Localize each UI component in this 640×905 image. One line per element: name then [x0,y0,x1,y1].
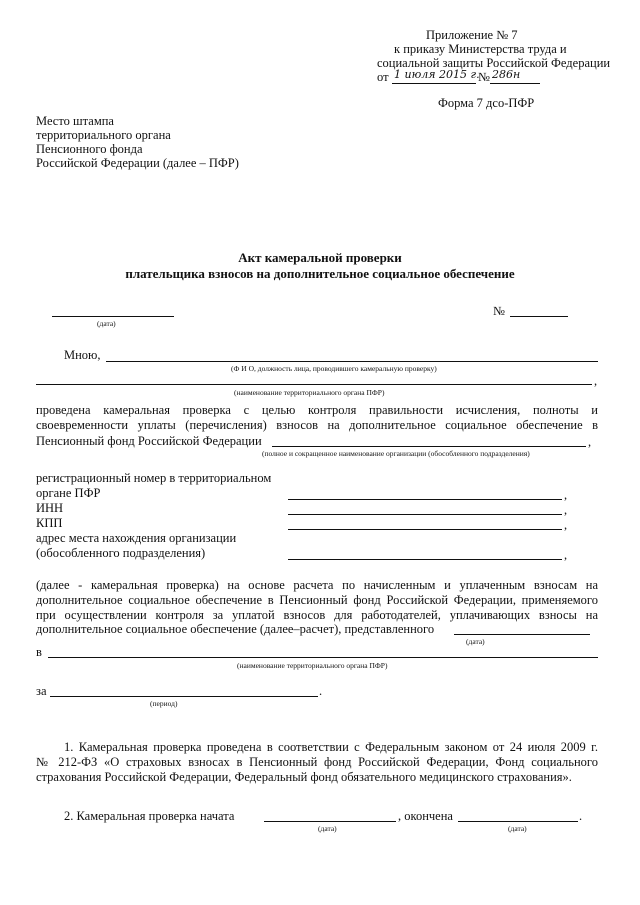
kpp-field[interactable] [288,529,562,530]
date-caption: (дата) [97,319,116,328]
end-date-caption: (дата) [508,824,527,833]
organ-received-field[interactable] [48,657,598,658]
inspector-fio-field[interactable] [106,361,598,362]
order-date-underline [392,83,476,84]
end-dot: . [579,809,583,823]
end-date-field[interactable] [458,821,578,822]
order-number-underline [490,83,540,84]
reg-number-label-line1: регистрационный номер в территориальном [36,471,272,485]
kpp-label: КПП [36,516,63,530]
order-number-label: № [478,70,490,84]
order-from: от [377,70,389,84]
date-field[interactable] [52,316,174,317]
paragraph1-line2: своевременности уплаты (перечисления) взносов на дополнительное социальное обеспечение в [36,418,598,432]
calc-date-field[interactable] [454,634,590,635]
period-field[interactable] [50,696,318,697]
form-label: Форма 7 дсо-ПФР [438,96,535,110]
document-title-line2: плательщика взносов на дополнительное социальное обеспечение [125,266,515,281]
paragraph2-line1: (далее - камеральная проверка) на основе расчета по начисленным и уплаченным взносам на [36,578,598,592]
document-title-line1: Акт камеральной проверки [238,250,402,265]
stamp-line4: Российской Федерации (далее – ПФР) [36,156,239,170]
inn-label: ИНН [36,501,64,515]
organization-name-field[interactable] [272,446,586,447]
order-number-handwritten: 286н [492,68,521,81]
reg-number-label-line2: органе ПФР [36,486,101,500]
period-dot: . [319,684,323,698]
address-label-line2: (обособленного подразделения) [36,546,206,560]
me-label: Мною, [64,348,101,362]
order-line2: социальной защиты Российской Федерации [377,56,611,70]
point2-ended-label: , окончена [398,809,453,823]
organ-name-field[interactable] [36,384,592,385]
organ-comma: , [594,374,598,388]
for-label: за [36,684,47,698]
paragraph2-line2: дополнительное социальное обеспечение в Пенсионный фонд Российской Федерации, применяемого [36,593,598,607]
paragraph2-line3: при осуществлении контроля за уплатой взносов для работодателей, уплачивающих взносы на [36,608,598,622]
kpp-comma: , [564,518,568,532]
point1-line2: № 212-ФЗ «О страховых взносах в Пенсионный фонд Российской Федерации, Фонд социального [36,755,598,769]
appendix-label: Приложение № 7 [426,28,518,42]
organization-name-caption: (полное и сокращенное наименование организации (обособленного подразделения) [262,449,530,458]
paragraph1-line3: Пенсионный фонд Российской Федерации [36,434,262,448]
order-line1: к приказу Министерства труда и [394,42,567,56]
in-label: в [36,645,42,659]
paragraph2-line4: дополнительное социальное обеспечение (далее–расчет), представленного [36,622,435,636]
act-number-field[interactable] [510,316,568,317]
stamp-line3: Пенсионного фонда [36,142,143,156]
stamp-line2: территориального органа [36,128,171,142]
calc-date-caption: (дата) [466,637,485,646]
reg-number-comma: , [564,488,568,502]
organ-received-caption: (наименование территориального органа ПФР) [237,661,388,670]
start-date-caption: (дата) [318,824,337,833]
inn-comma: , [564,503,568,517]
act-number-label: № [493,304,505,318]
stamp-line1: Место штампа [36,114,114,128]
address-label-line1: адрес места нахождения организации [36,531,237,545]
reg-number-field[interactable] [288,499,562,500]
organ-name-caption: (наименование территориального органа ПФР) [234,388,385,397]
paragraph1-line1: проведена камеральная проверка с целью контроля правильности исчисления, полноты и [36,403,598,417]
point1-line1: 1. Камеральная проверка проведена в соответствии с Федеральным законом от 24 июля 2009 г. [64,740,598,754]
start-date-field[interactable] [264,821,396,822]
order-date-handwritten: 1 июля 2015 г. [394,68,480,81]
inspector-fio-caption: (Ф И О, должность лица, проводившего камеральную проверку) [231,364,437,373]
period-caption: (период) [150,699,178,708]
address-comma: , [564,548,568,562]
inn-field[interactable] [288,514,562,515]
address-field[interactable] [288,559,562,560]
point1-line3: страхования Российской Федерации, Федеральный фонд обязательного медицинского страхования». [36,770,572,784]
organization-comma: , [588,435,592,449]
point2-started-label: 2. Камеральная проверка начата [64,809,235,823]
